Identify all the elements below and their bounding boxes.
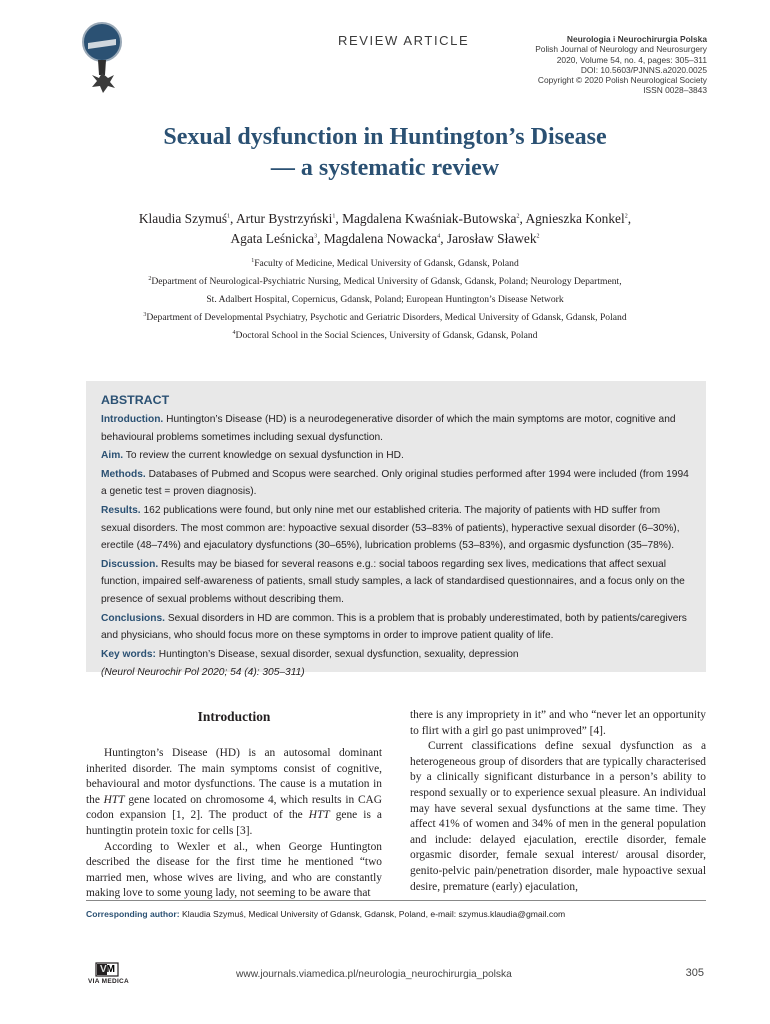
affiliation-number: 1 [251, 257, 255, 264]
section-label: Results. [101, 504, 141, 516]
title-line-1: Sexual dysfunction in Huntington’s Disease [163, 124, 607, 150]
affiliation-text: Department of Neurological-Psychiatric Nursing, Medical University of Gdansk, Gdansk, Poland; Neurology Department, [151, 276, 622, 287]
affiliation-2-cont: St. Adalbert Hospital, Copernicus, Gdansk, Poland; European Huntington’s Disease Network [206, 294, 564, 305]
article-type: REVIEW ARTICLE [338, 33, 470, 48]
abstract-citation: (Neurol Neurochir Pol 2020; 54 (4): 305–311) [101, 667, 305, 679]
copyright: Copyright © 2020 Polish Neurological Society [537, 75, 707, 86]
journal-subtitle: Polish Journal of Neurology and Neurosurgery [535, 44, 707, 55]
author-affiliation-number: 2 [536, 233, 540, 240]
publisher-logo [88, 962, 130, 990]
author: Magdalena Kwaśniak-Butowska [342, 211, 517, 226]
section-label: Introduction. [101, 414, 164, 425]
affiliation-number: 4 [232, 329, 236, 336]
gene-name: HTT [103, 793, 125, 806]
body-column-left [86, 708, 382, 902]
title-line-2: — a systematic review [270, 155, 500, 181]
affiliation-text: Department of Developmental Psychiatry, Psychotic and Geriatric Disorders, Medical University of Gdansk, Gdansk, Poland [146, 312, 627, 323]
body-column-right [410, 708, 706, 895]
text: gene located on chromosome 4, which results in CAG codon expansion [1, 2]. The product of the [86, 793, 382, 822]
abstract-box [86, 381, 706, 679]
affiliation-list [0, 255, 770, 345]
volume-line: 2020, Volume 54, no. 4, pages: 305–311 [556, 54, 707, 65]
section-label: Conclusions. [101, 612, 165, 624]
author-affiliation-number: 2 [516, 213, 520, 220]
author: Agnieszka Konkel [525, 211, 625, 226]
affiliation-3 [0, 309, 770, 327]
corresponding-label: Corresponding author: [86, 909, 180, 919]
journal-name: Neurologia i Neurochirurgia Polska [566, 34, 707, 44]
author-affiliation-number: 1 [227, 213, 231, 220]
gene-name: HTT [308, 809, 330, 822]
author: Agata Leśnicka [230, 231, 315, 246]
affiliation-text: Doctoral School in the Social Sciences, University of Gdansk, Gdansk, Poland [235, 330, 538, 341]
author-affiliation-number: 2 [624, 213, 628, 220]
paragraph [86, 746, 382, 840]
abstract-discussion [101, 556, 690, 609]
author: Magdalena Nowacka [323, 231, 438, 246]
issn: ISSN 0028–3843 [643, 85, 707, 96]
author-affiliation-number: 1 [332, 213, 336, 220]
paragraph: Current classifications define sexual dysfunction as a heterogeneous group of disorders that are typically characterised by a clinically significant disturbance in a person’s ability to respond sexually or to experience sexual pleasure. An individual may have several sexual dysfunctions at the same time. They affect 41% of women and 34% of men in the general population and include: delayed ejaculation, erectile disorder, female orgasmic disorder, female sexual interest/ arousal disorder, genito-pelvic pain/penetration disorder, male hypoactive sexual desire, premature (early) ejaculation, [410, 740, 706, 893]
section-text: Databases of Pubmed and Scopus were searched. Only original studies performed after 1994 were included (from 1994 a genetic test = proven diagnosis). [101, 468, 689, 498]
affiliation-4 [0, 327, 770, 345]
abstract-introduction [101, 411, 690, 446]
abstract-aim [101, 447, 690, 465]
author-affiliation-number: 3 [314, 233, 318, 240]
section-text: Huntington’s Disease, sexual disorder, sexual dysfunction, sexuality, depression [158, 648, 519, 660]
journal-info [535, 34, 707, 96]
author: Artur Bystrzyński [236, 211, 333, 226]
section-label: Methods. [101, 468, 146, 480]
author-affiliation-number: 4 [437, 233, 441, 240]
society-logo [80, 20, 126, 96]
abstract-methods [101, 466, 690, 501]
affiliation-2 [0, 273, 770, 291]
corresponding-text: Klaudia Szymuś, Medical University of Gdansk, Gdansk, Poland, e-mail: szymus.klaudia@gmail.com [181, 909, 566, 919]
page-number: 305 [685, 967, 704, 979]
text: gene is a huntingtin protein toxic for cells [3]. [86, 809, 382, 837]
text: Huntington’s Disease (HD) is an autosomal dominant inherited disorder. The main symptoms consist of cognitive, behavioural and motor dysfunctions. The cause is a mutation in the [86, 747, 382, 806]
journal-url[interactable]: www.journals.viamedica.pl/neurologia_neurochirurgia_polska [236, 969, 512, 980]
affiliation-number: 2 [148, 275, 152, 282]
affiliation-number: 3 [143, 311, 147, 318]
affiliation-text: Faculty of Medicine, Medical University of Gdansk, Gdansk, Poland [254, 258, 519, 269]
abstract-conclusions [101, 610, 690, 645]
section-label: Aim. [101, 450, 124, 462]
article-title [0, 122, 770, 184]
abstract-results [101, 502, 690, 555]
author: Klaudia Szymuś [138, 211, 228, 226]
author-list: Klaudia Szymuś$^1$, Artur Bystrzyński$^1$, Magdalena Kwaśniak-Butowska$^2$, Agnieszka Konkel$^2$, Agata Leśnicka$^3$, Magdalena Nowacka$^4$, Jarosław Sławek$^2$ [138, 211, 632, 246]
paragraph: According to Wexler et al., when George Huntington described the disease for the first time he mentioned “two married men, whose wives are living, and who are constantly making love to some young lady, not seeming to be aware that [86, 840, 382, 900]
section-text: To review the current knowledge on sexual dysfunction in HD. [125, 450, 404, 462]
section-heading: Introduction [197, 709, 271, 724]
abstract-keywords [101, 646, 690, 664]
doi: DOI: 10.5603/PJNNS.a2020.0025 [580, 64, 707, 75]
author: Jarosław Sławek [446, 231, 537, 246]
section-label: Discussion. [101, 558, 159, 570]
section-label: Key words: [101, 648, 156, 660]
publisher-mark: VM [100, 964, 115, 975]
publisher-name: VIA MEDICA [88, 978, 130, 985]
footnote-divider [86, 900, 706, 901]
section-text: Huntington’s Disease (HD) is a neurodegenerative disorder of which the main symptoms are motor, cognitive and behavioural problems sometimes including sexual dysfunction. [101, 414, 676, 443]
corresponding-author [86, 909, 565, 920]
section-text: Results may be biased for several reasons e.g.: social taboos regarding sex lives, medications that affect sexual function, impaired self-awareness of patients, small study samples, a lack of standardised questionnaires, and a focus only on the presence of sexual problems without describing them. [101, 558, 685, 605]
abstract-heading: ABSTRACT [101, 393, 170, 407]
paragraph: there is any impropriety in it” and who “never let an opportunity to flirt with a girl go past unimproved” [4]. [410, 709, 706, 737]
section-text: 162 publications were found, but only nine met our established criteria. The majority of patients with HD suffer from sexual disorders. The most common are: hypoactive sexual disorder (53–83% of patients), hyperactive sexual disorder (6–30%), erectile (48–74%) and ejaculatory dysfunctions (30–65%), lubrication problems (53–83%), and orgasmic dysfunction (35–78%). [101, 504, 680, 552]
affiliation-1 [0, 255, 770, 273]
section-text: Sexual disorders in HD are common. This is a problem that is probably underestimated, both by patients/caregivers and physicians, who should focus more on these symptoms in order to improve patient quality of life. [101, 612, 687, 642]
